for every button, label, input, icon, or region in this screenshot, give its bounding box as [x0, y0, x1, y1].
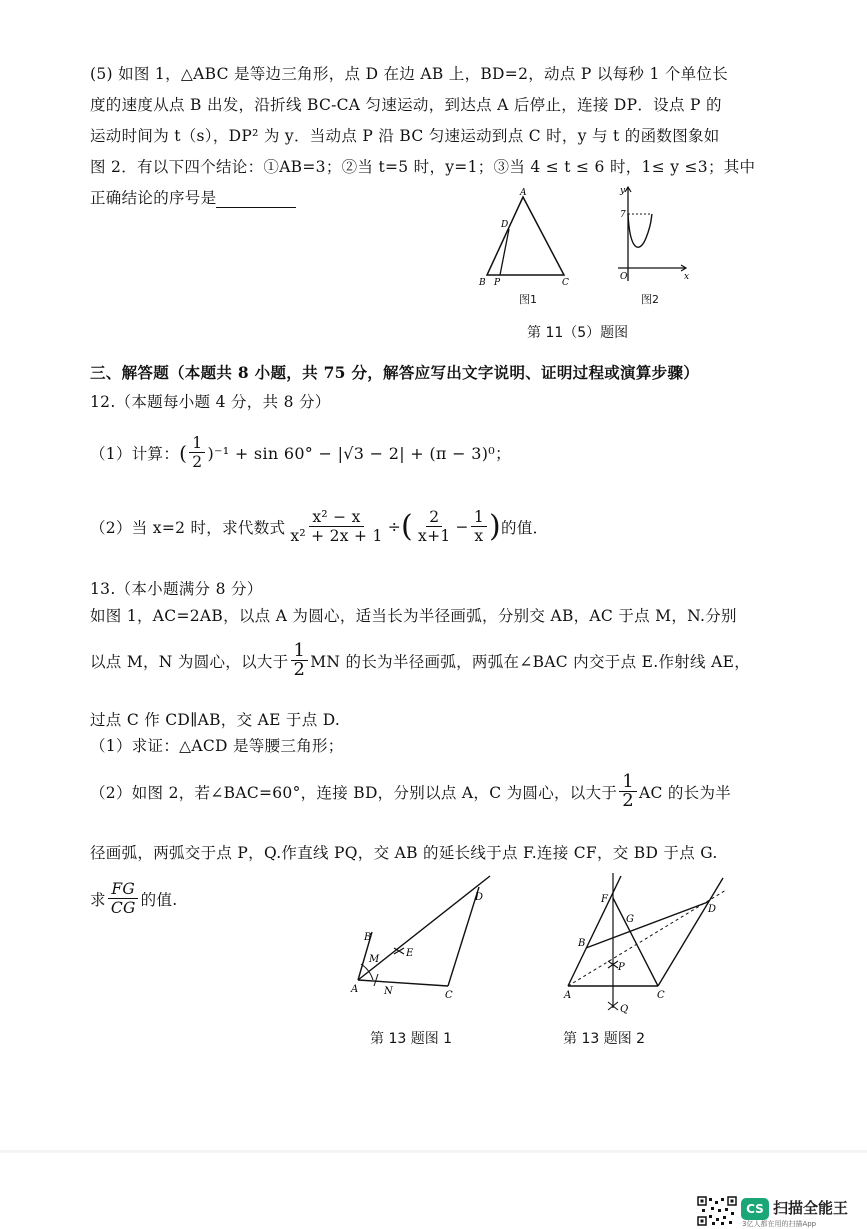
fig2-label-y: y [620, 186, 626, 196]
q13-fig2-label-d: D [708, 904, 717, 915]
q13-half-frac [291, 642, 309, 679]
q13-part1: （1）求证：△ACD 是等腰三角形； [90, 737, 344, 755]
q13-p2-half-frac [619, 773, 637, 810]
q13-fig2-label-c: C [657, 990, 665, 1001]
q13-fig2-label-f: F [601, 894, 608, 905]
q13-fig1 [348, 868, 498, 1003]
q13-line2 [90, 642, 750, 679]
fig1-label-b: B [479, 278, 486, 288]
scan-artifact-line [0, 1150, 867, 1153]
q11-fig1-caption: 图1 [519, 293, 537, 306]
q13-p2-b: AC 的长为半 [638, 783, 732, 802]
q13-fig1-label-b: B [364, 932, 372, 943]
q12-p2-frac3 [471, 508, 487, 545]
q13-fig2-label-q: Q [620, 1004, 629, 1015]
q13-fig2-label-g: G [626, 914, 634, 925]
fig1-label-p: P [494, 278, 501, 288]
q12-part1 [90, 434, 511, 471]
q12-p2-frac1-num: x² − x [309, 508, 363, 527]
q13-part2-line1 [90, 773, 731, 810]
q13-ask-suffix: 的值. [140, 890, 178, 909]
q12-p2-frac1 [287, 508, 385, 545]
q12-p2-frac3-num: 1 [471, 508, 487, 527]
q11-fig2-graph [606, 183, 696, 288]
q12-p1-paren: ( [179, 440, 188, 465]
q13-fig1-label-d: D [475, 892, 484, 903]
q12-p2-frac2-num: 2 [426, 508, 442, 527]
q11-figure-caption: 第 11（5）题图 [527, 325, 629, 341]
watermark-tagline: 3亿人都在用的扫描App [742, 1220, 817, 1228]
watermark-brand: 扫描全能王 [773, 1199, 849, 1217]
q11-5-line5-text: 正确结论的序号是 [90, 189, 217, 207]
q13-fig1-label-m: M [369, 954, 380, 965]
q12-p2-frac3-den: x [474, 527, 484, 545]
q13-fig1-label-n: N [384, 986, 393, 997]
q12-part2: （2）当 x=2 时，求代数式 $\frac{\text{x² − x}}{\text{x² + 2x + 1}}$ ÷ ( $\frac{2}{x+1}$ − $\frac{1}{x}$ ) 的值． [90, 508, 549, 545]
q13-fig2 [558, 868, 733, 1018]
section3-heading: 三、解答题（本题共 8 小题，共 75 分，解答应写出文字说明、证明过程或演算步骤） [90, 363, 700, 382]
q12-p2-div: ÷ [387, 517, 402, 536]
fig2-label-o: O [620, 272, 628, 282]
q13-fig2-label-a: A [564, 990, 572, 1001]
q13-part2-line2: 径画弧，两弧交于点 P，Q.作直线 PQ，交 AB 的延长线于点 F.连接 CF，交 BD 于点 G. [90, 844, 718, 862]
q13-fig1-label-e: E [406, 948, 414, 959]
answer-blank [216, 193, 296, 208]
q11-5-line5 [90, 186, 296, 208]
q12-p1-half-den: 2 [192, 453, 203, 471]
q12-header: 12.（本题每小题 4 分，共 8 分） [90, 393, 331, 411]
q12-p2-frac2-den: x+1 [418, 527, 451, 545]
q11-5-line4: 图 2．有以下四个结论：①AB=3；②当 t=5 时，y=1；③当 4 ≤ t ≤ 6 时，1≤ y ≤3；其中 [90, 158, 756, 176]
fig1-label-a: A [520, 188, 527, 198]
q13-half-num: 1 [291, 642, 309, 661]
q11-fig1-triangle [476, 185, 596, 295]
q13-p2-a: （2）如图 2，若∠BAC=60°，连接 BD，分别以点 A，C 为圆心，以大于 [90, 783, 618, 802]
q13-p2-half-den: 2 [622, 790, 634, 811]
q13-fig1-label-a: A [351, 984, 359, 995]
q13-line2-a: 以点 M，N 为圆心，以大于 [90, 652, 289, 671]
q13-p2-half-num: 1 [619, 773, 637, 792]
camscanner-logo-icon: CS [741, 1198, 769, 1220]
fig2-label-seven: 7 [620, 210, 626, 220]
q12-p2-prefix: （2）当 x=2 时，求代数式 [90, 518, 286, 537]
q13-fig2-caption: 第 13 题图 2 [563, 1031, 646, 1047]
q13-line1: 如图 1，AC=2AB，以点 A 为圆心，适当长为半径画弧，分别交 AB，AC 于点 M，N.分别 [90, 607, 737, 625]
q13-line2-b: MN 的长为半径画弧，两弧在∠BAC 内交于点 E.作射线 AE， [310, 652, 750, 671]
q12-p1-half-num: 1 [189, 434, 205, 453]
q13-ask-frac [108, 880, 139, 917]
q12-p2-minus: − [455, 517, 469, 536]
q13-ask-den: CG [110, 899, 136, 917]
q13-header: 13.（本小题满分 8 分） [90, 580, 263, 598]
fig2-label-x: x [684, 272, 690, 282]
q12-p2-suffix: 的值． [501, 518, 549, 537]
q13-fig2-label-p: P [618, 962, 625, 973]
q13-fig1-label-c: C [445, 990, 453, 1001]
q13-ask-num: FG [108, 880, 138, 899]
q11-5-line3: 运动时间为 t（s），DP² 为 y．当动点 P 沿 BC 匀速运动到点 C 时，y 与 t 的函数图象如 [90, 127, 720, 145]
q11-5-line1: (5) 如图 1，△ABC 是等边三角形，点 D 在边 AB 上，BD=2，动点 P 以每秒 1 个单位长 [90, 65, 729, 83]
q12-p2-frac2 [415, 508, 454, 545]
q11-fig2-caption: 图2 [641, 293, 659, 306]
q13-line3: 过点 C 作 CD∥AB，交 AE 于点 D. [90, 711, 341, 729]
q13-half-den: 2 [293, 659, 306, 680]
q12-p1-half [189, 434, 205, 471]
q13-fig2-label-b: B [578, 938, 586, 949]
q13-ask-prefix: 求 [90, 890, 106, 909]
qr-code-icon [697, 1196, 737, 1226]
q13-ask [90, 880, 177, 917]
q12-p1-expr: )⁻¹ + sin 60° − |√3 − 2| + (π − 3)⁰； [207, 444, 512, 463]
q13-fig1-caption: 第 13 题图 1 [370, 1031, 453, 1047]
fig1-label-c: C [562, 278, 569, 288]
q11-5-line2: 度的速度从点 B 出发，沿折线 BC-CA 匀速运动，到达点 A 后停止，连接 DP．设点 P 的 [90, 96, 722, 114]
q12-p2-frac1-den: x² + 2x + 1 [290, 527, 383, 545]
fig1-label-d: D [501, 220, 509, 230]
q12-p1-prefix: （1）计算： [90, 444, 180, 463]
